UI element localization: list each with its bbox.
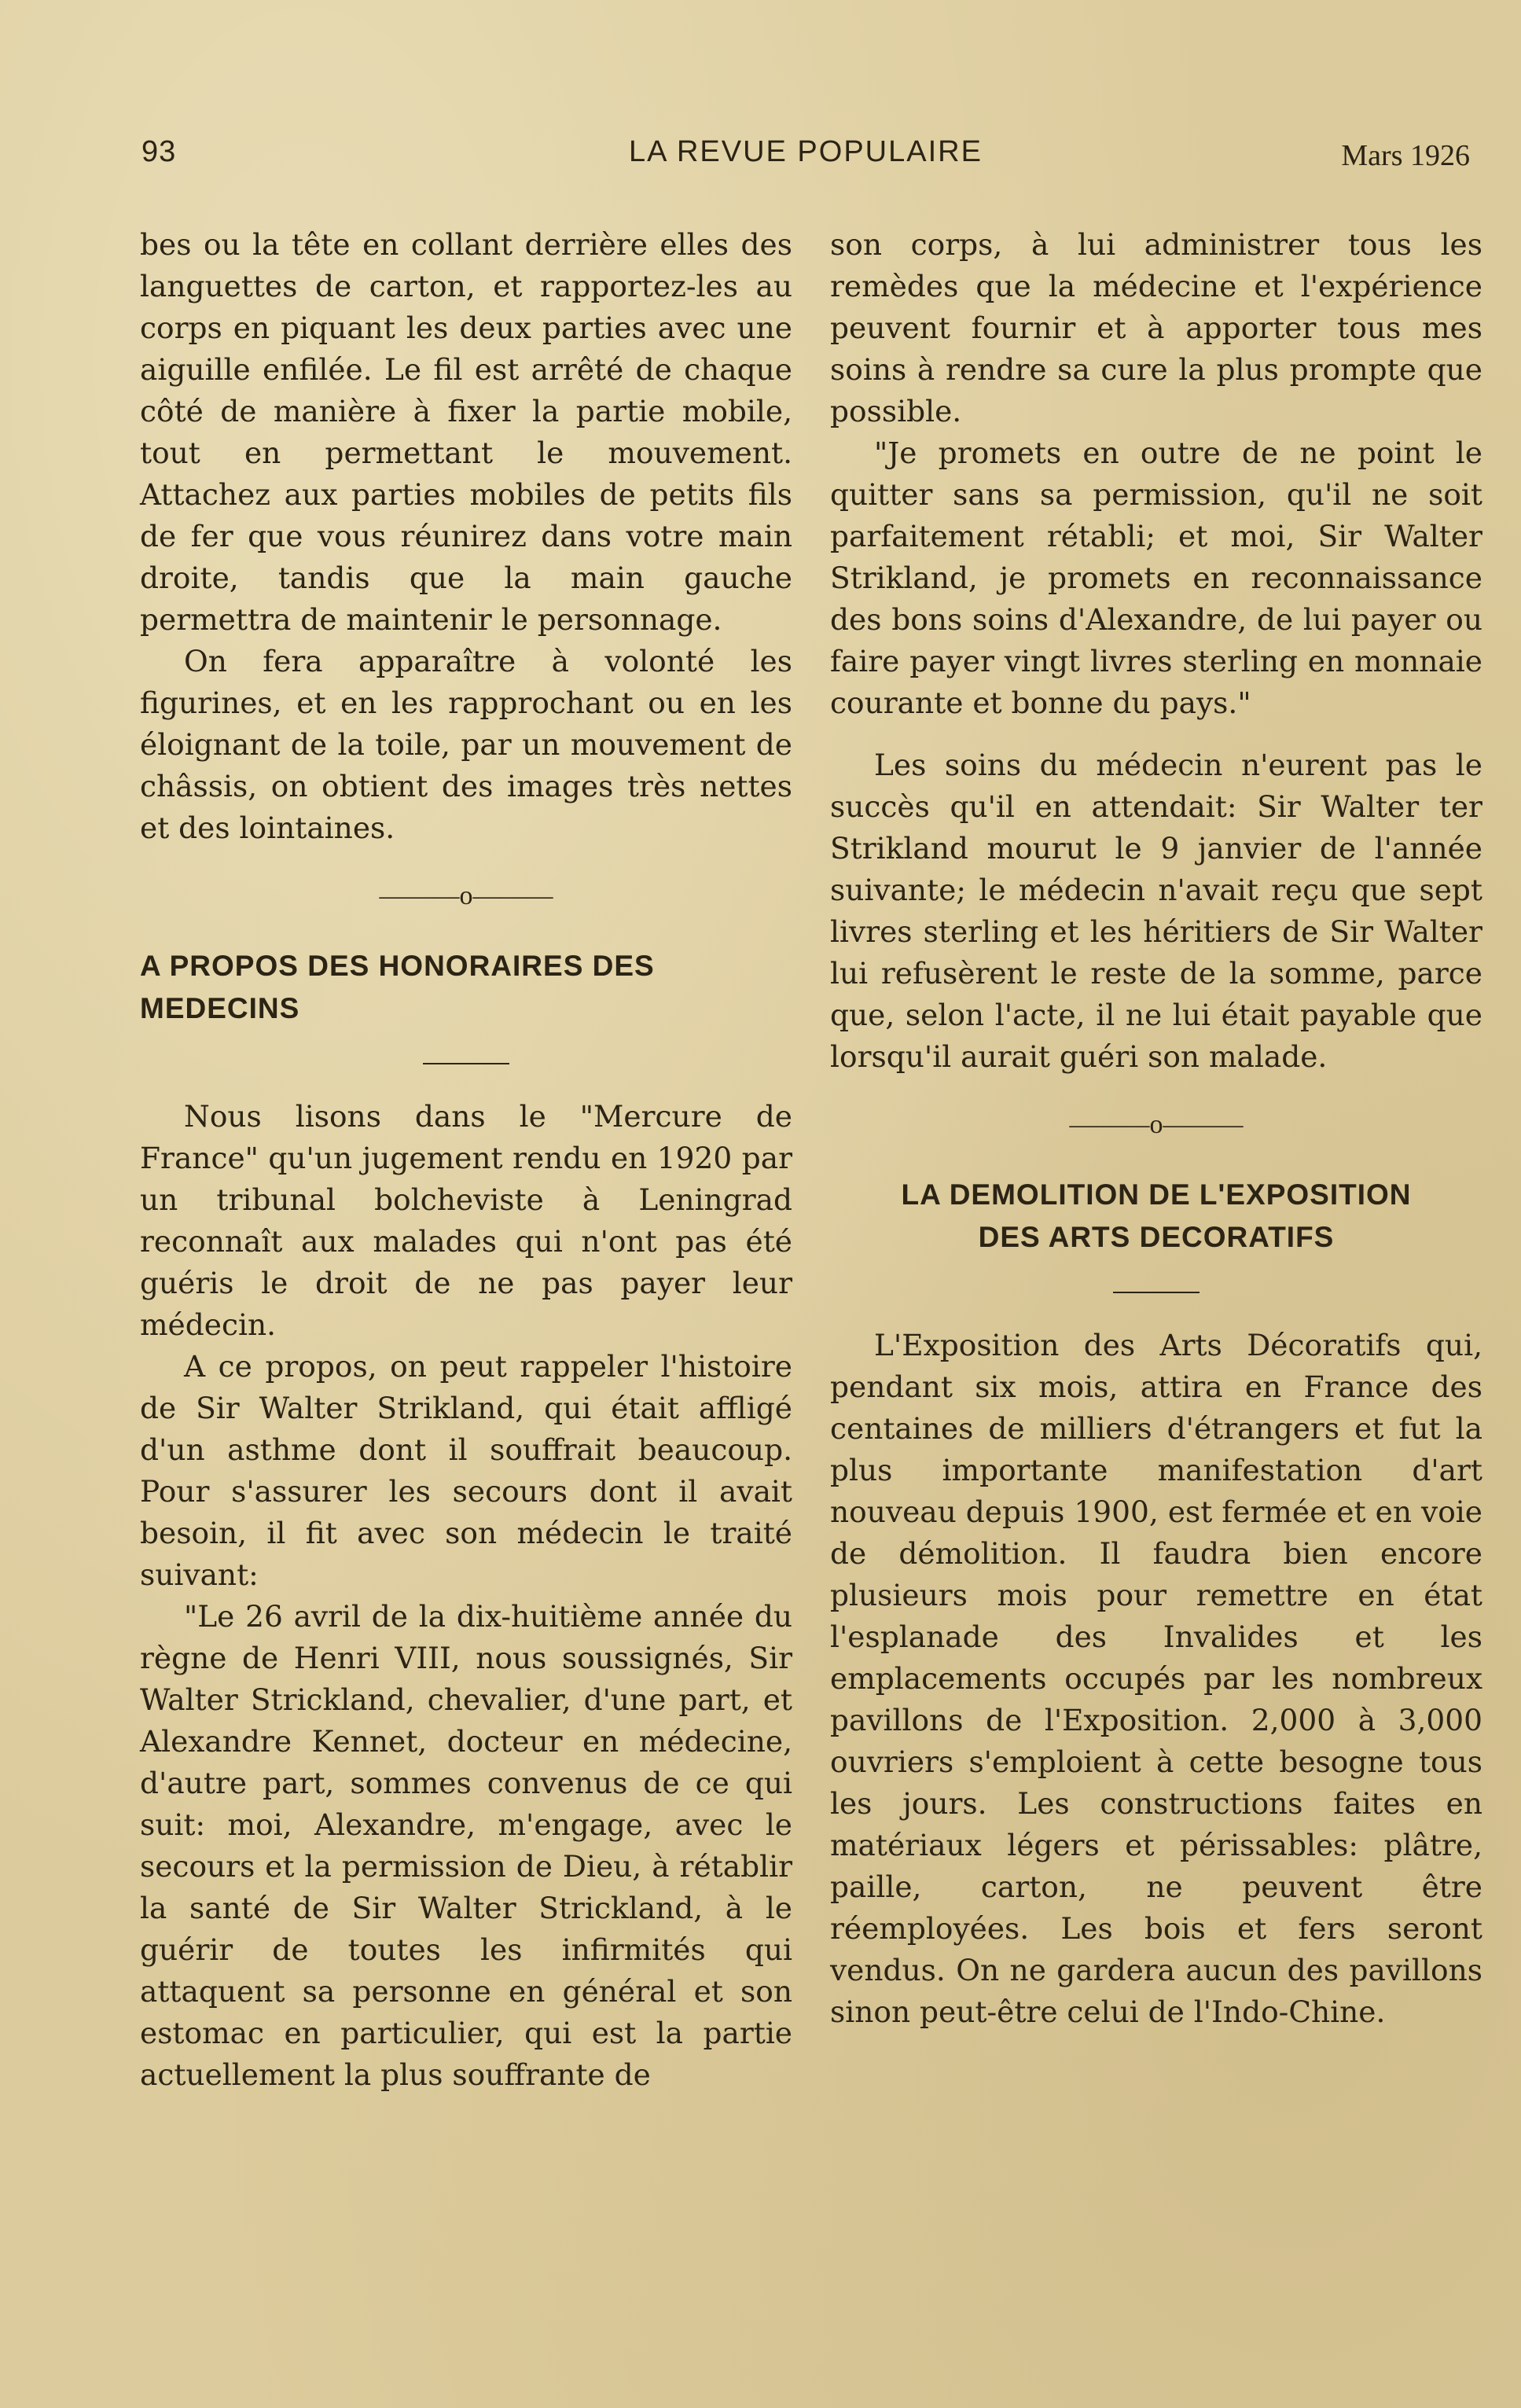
treaty-promise-paragraph: "Je promets en outre de ne point le quitter sans sa permission, qu'il ne soit parfaitement rétabli; et moi, Sir Walter Strikland, je promets en reconnaissance des bons soins d'Alexandre, de lui payer ou faire payer vingt livres sterling en monnaie courante et bonne du pays." bbox=[830, 436, 1482, 720]
outcome-paragraph: Les soins du médecin n'eurent pas le succès qu'il en attendait: Sir Walter ter Strikland mourut le 9 janvier de l'année suivante; le médecin n'avait reçu que sept livres sterling et les héritiers de Sir Walter lui refusèrent le reste de la somme, parce que, selon l'acte, il ne lui était payable que lorsqu'il aurait guéri son malade. bbox=[830, 748, 1482, 1074]
paragraph-gap bbox=[830, 724, 1482, 744]
treaty-quote-paragraph: "Le 26 avril de la dix-huitième année du règne de Henri VIII, nous soussignés, Sir Walter Strickland, chevalier, d'une part, et Alexandre Kennet, docteur en médecine, d'autre part, sommes convenus de ce qui suit: moi, Alexandre, m'engage, avec le secours et la permission de Dieu, à rétablir la santé de Sir Walter Strickland, à le guérir de toutes les infirmités qui attaquent sa personne en général et son estomac en particulier, qui est la partie actuellement la plus souffrante de bbox=[140, 1599, 792, 2092]
mercure-paragraph: Nous lisons dans le "Mercure de France" qu'un jugement rendu en 1920 par un tribunal bolcheviste à Leningrad reconnaît aux malades qui n'ont pas été guéris le droit de ne pas payer leur médecin. bbox=[140, 1099, 792, 1342]
puppet-figures-paragraph: On fera apparaître à volonté les figurines, et en les rapprochant ou en les éloignant de la toile, par un mouvement de châssis, on obtient des images très nettes et des lointaines. bbox=[140, 644, 792, 845]
issue-date: Mars 1926 bbox=[1341, 139, 1470, 172]
section-separator: ———o——— bbox=[379, 881, 553, 910]
puppet-instructions-paragraph: bes ou la tête en collant derrière elles des languettes de carton, et rapportez-les au corps en piquant les deux parties avec une aiguille enfilée. Le fil est arrêté de chaque côté de manière à fixer la partie mobile, tout en permettant le mouvement. Attachez aux parties mobiles de petits fils de fer que vous réunirez dans votre main droite, tandis que la main gauche permettra de maintenir le personnage. bbox=[140, 227, 792, 637]
article-heading-line-1: LA DEMOLITION DE L'EXPOSITION bbox=[901, 1178, 1412, 1211]
heading-rule bbox=[423, 1063, 509, 1064]
left-column bbox=[140, 224, 792, 2096]
page-number: 93 bbox=[141, 135, 177, 168]
article-heading-demolition bbox=[830, 1174, 1482, 1259]
treaty-continuation-paragraph: son corps, à lui administrer tous les remèdes que la médecine et l'expérience peuvent fournir et à apporter tous mes soins à rendre sa cure la plus prompte que possible. bbox=[830, 227, 1482, 428]
journal-title: LA REVUE POPULAIRE bbox=[629, 135, 983, 168]
article-heading-honoraires: A PROPOS DES HONORAIRES DES MEDECINS bbox=[140, 950, 655, 1024]
running-head bbox=[141, 135, 1470, 182]
heading-rule bbox=[1113, 1292, 1200, 1293]
section-separator: ———o——— bbox=[1069, 1110, 1244, 1139]
exposition-paragraph: L'Exposition des Arts Décoratifs qui, pendant six mois, attira en France des centaines de milliers d'étrangers et fut la plus importante manifestation d'art nouveau depuis 1900, est fermée et en voie de démolition. Il faudra bien encore plusieurs mois pour remettre en état l'esplanade des Invalides et les emplacements occupés par les nombreux pavillons de l'Exposition. 2,000 à 3,000 ouvriers s'emploient à cette besogne tous les jours. Les constructions faites en matériaux légers et périssables: plâtre, paille, carton, ne peuvent être réemployées. Les bois et fers seront vendus. On ne gardera aucun des pavillons sinon peut-être celui de l'Indo-Chine. bbox=[830, 1328, 1482, 2029]
article-heading-line-2: DES ARTS DECORATIFS bbox=[978, 1221, 1335, 1253]
right-column bbox=[830, 224, 1482, 2033]
strikland-history-paragraph: A ce propos, on peut rappeler l'histoire de Sir Walter Strikland, qui était affligé d'un asthme dont il souffrait beaucoup. Pour s'assurer les secours dont il avait besoin, il fit avec son médecin le traité suivant: bbox=[140, 1349, 792, 1592]
